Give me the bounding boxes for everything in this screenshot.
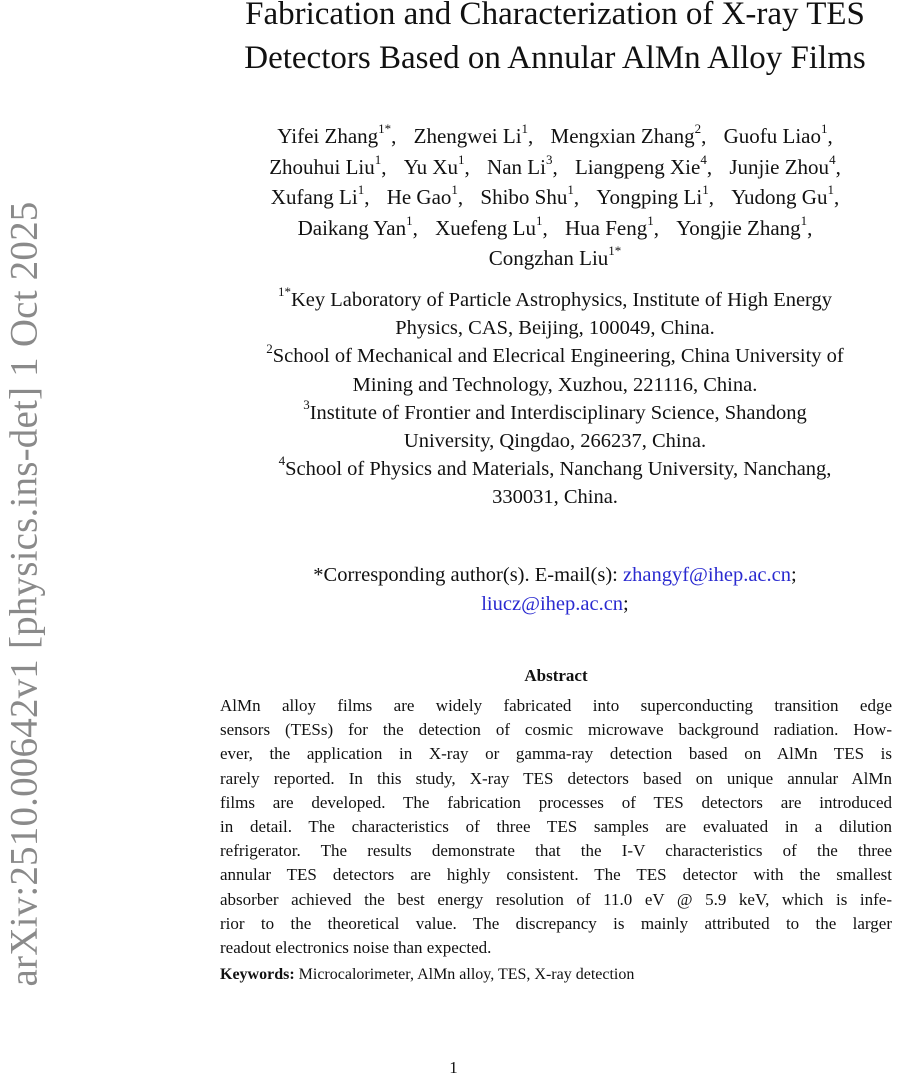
abstract-line: sensors (TESs) for the detection of cosmic microwave background radiation. How- (220, 720, 892, 740)
corresponding-authors: *Corresponding author(s). E-mail(s): zhangyf@ihep.ac.cn; liucz@ihep.ac.cn; (313, 564, 797, 615)
abstract-heading: Abstract (524, 666, 588, 685)
affiliation-line: $^2$School of Mechanical and Elecrical Engineering, China University of (266, 340, 844, 368)
author: He Gao$^1$, (386, 182, 464, 209)
page-number: 1 (449, 1058, 458, 1077)
affiliation-line: 330031, China. (492, 486, 618, 509)
abstract-line: rarely reported. In this study, X-ray TES detectors based on unique annular AlMn (220, 768, 892, 788)
abstract-line: AlMn alloy films are widely fabricated into superconducting transition edge (220, 696, 892, 715)
author: Zhengwei Li$^1$, (413, 121, 534, 148)
paper-title (200, 0, 907, 80)
author-line (200, 182, 907, 213)
author-line (200, 213, 907, 244)
author: Zhouhui Liu$^1$, (269, 151, 387, 179)
keywords-label: Keywords: (220, 966, 295, 983)
author-line (200, 121, 907, 152)
abstract-line: in detail. The characteristics of three TES samples are evaluated in a dilution (220, 816, 892, 836)
author: Junjie Zhou$^4$, (729, 151, 841, 179)
author: Yongping Li$^1$, (596, 182, 714, 209)
email-link[interactable]: liucz@ihep.ac.cn (481, 593, 624, 615)
author: Liangpeng Xie$^4$, (574, 151, 713, 179)
affiliation-line: Mining and Technology, Xuzhou, 221116, China. (352, 373, 758, 396)
affiliation-line: $^4$School of Physics and Materials, Nanchang University, Nanchang, (278, 453, 832, 481)
keywords-text: Microcalorimeter, AlMn alloy, TES, X-ray detection (294, 966, 635, 983)
author-line (200, 152, 907, 183)
arxiv-margin-stamp: arXiv:2510.00642v1 [physics.ins-det] 1 Oct 2025 (2, 201, 46, 987)
affiliation-list (200, 286, 907, 512)
author: Xuefeng Lu$^1$, (435, 212, 548, 240)
author: Yifei Zhang$^{1*}$, (277, 121, 397, 148)
affiliation-line: Physics, CAS, Beijing, 100049, China. (395, 317, 715, 340)
author: Nan Li$^3$, (487, 151, 558, 179)
title-line: Detectors Based on Annular AlMn Alloy Films (244, 40, 866, 76)
author: Daikang Yan$^1$, (297, 212, 418, 240)
author: Mengxian Zhang$^2$, (550, 121, 707, 148)
affiliation-line: University, Qingdao, 266237, China. (403, 430, 707, 453)
title-line: Fabrication and Characterization of X-ray TES (245, 0, 865, 32)
author-list (200, 121, 907, 274)
abstract-line: refrigerator. The results demonstrate that the I-V characteristics of the three (220, 841, 892, 861)
abstract-body (220, 694, 892, 960)
author: Shibo Shu$^1$, (480, 182, 580, 209)
author: Congzhan Liu$^{1*}$ (488, 243, 622, 270)
author: Guofu Liao$^1$, (723, 121, 833, 148)
author: Xufang Li$^1$, (270, 182, 370, 209)
abstract-line: rior to the theoretical value. The discrepancy is mainly attributed to the larger (220, 913, 892, 933)
author: Hua Feng$^1$, (564, 212, 659, 240)
affiliation-line: $^{1*}$Key Laboratory of Particle Astrophysics, Institute of High Energy (277, 284, 833, 311)
abstract-line: readout electronics noise than expected. (220, 937, 492, 957)
author: Yudong Gu$^1$, (731, 182, 840, 209)
keywords (220, 966, 634, 984)
abstract-line: films are developed. The fabrication processes of TES detectors are introduced (220, 792, 892, 812)
email-link[interactable]: zhangyf@ihep.ac.cn (623, 564, 791, 586)
abstract-line: absorber achieved the best energy resolution of 11.0 eV @ 5.9 keV, which is infe- (220, 889, 892, 909)
author: Yongjie Zhang$^1$, (676, 212, 813, 240)
author: Yu Xu$^1$, (403, 151, 470, 179)
affiliation-line: $^3$Institute of Frontier and Interdisciplinary Science, Shandong (303, 396, 807, 424)
author-line (200, 243, 907, 274)
abstract-line: ever, the application in X-ray or gamma-ray detection based on AlMn TES is (220, 744, 892, 764)
abstract-line: annular TES detectors are highly consistent. The TES detector with the smallest (220, 865, 892, 885)
